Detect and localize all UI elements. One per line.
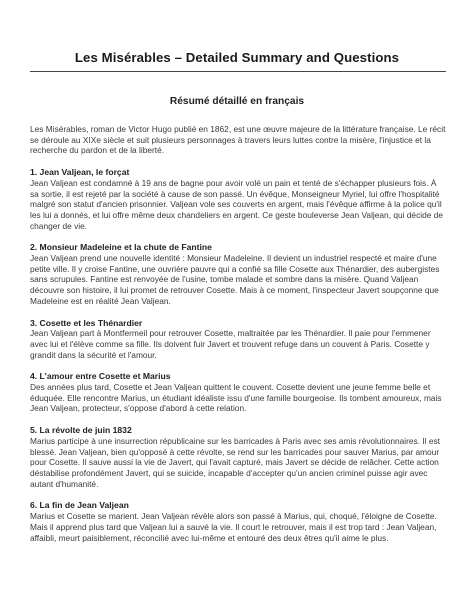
- section-heading: 3. Cosette et les Thénardier: [30, 317, 143, 328]
- section-subtitle: Résumé détaillé en français: [169, 96, 305, 107]
- document-body: [30, 124, 446, 554]
- summary-section-5: [30, 425, 446, 489]
- summary-section-1: [30, 167, 446, 231]
- summary-section-4: [30, 371, 446, 414]
- section-heading: 2. Monsieur Madeleine et la chute de Fantine: [30, 242, 212, 253]
- summary-section-6: [30, 500, 446, 543]
- section-heading: 6. La fin de Jean Valjean: [30, 500, 129, 511]
- section-heading: 1. Jean Valjean, le forçat: [30, 167, 130, 178]
- summary-section-2: [30, 242, 446, 306]
- document-title: Les Misérables – Detailed Summary and Questions: [74, 50, 400, 65]
- section-paragraph: Des années plus tard, Cosette et Jean Valjean quittent le couvent. Cosette devient une jeune femme belle et éduquée. Elle rencontre Marius, un étudiant idéaliste issu d'une famille bourgeoise. Ils tombent amoureux, mais Jean Valjean, protecteur, s'oppose d'abord à cette relation.: [30, 382, 442, 414]
- section-paragraph: Jean Valjean est condamné à 19 ans de bagne pour avoir volé un pain et tenté de s'échapper plusieurs fois. À sa sortie, il est rejeté par la société à cause de son passé. Un évêque, Monseigneur Myriel, lui offre l'hospitalité malgré son statut d'ancien prisonnier. Valjean vole ses couverts en argent, mais l'évêque affirme à la police qu'il les lui a donnés, et lui offre même deux chandeliers en argent. Ce geste bouleverse Jean Valjean, qui décide de changer de vie.: [30, 177, 443, 231]
- section-paragraph: Marius et Cosette se marient. Jean Valjean révèle alors son passé à Marius, qui, choqué, l'éloigne de Cosette. Mais il apprend plus tard que Valjean lui a sauvé la vie. Il court le retrouver, mais il est trop tard : Jean Valjean, affaibli, meurt paisiblement, réconcilié avec lui-même et entouré des deux êtres qu'il aime le plus.: [30, 511, 437, 543]
- title-divider: [30, 71, 446, 72]
- section-paragraph: Jean Valjean part à Montfermeil pour retrouver Cosette, maltraitée par les Thénardier. Il paie pour l'emmener avec lui et l'élève comme sa fille. Ils doivent fuir Javert et trouvent refuge dans un couvent à Paris. Cosette y grandit dans la sécurité et l'amour.: [30, 328, 431, 360]
- section-heading: 5. La révolte de juin 1832: [30, 425, 132, 436]
- summary-section-3: [30, 318, 446, 361]
- section-paragraph: Jean Valjean prend une nouvelle identité : Monsieur Madeleine. Il devient un industriel respecté et maire d'une petite ville. Il y croise Fantine, une ouvrière pauvre qui a confié sa fille Cosette aux Thénardier, des aubergistes sans scrupules. Fantine est renvoyée de l'usine, tombe malade et sombre dans la misère. Quand Valjean découvre son histoire, il lui promet de retrouver Cosette. Mais à ce moment, l'inspecteur Javert soupçonne que Madeleine est en réalité Jean Valjean.: [30, 253, 440, 306]
- intro-paragraph: Les Misérables, roman de Victor Hugo publié en 1862, est une œuvre majeure de la littérature française. Le récit se déroule au XIXe siècle et suit plusieurs personnages à travers leurs luttes contre la misère, l'injustice et la recherche du pardon et de la liberté.: [30, 124, 446, 156]
- section-paragraph: Marius participe à une insurrection républicaine sur les barricades à Paris avec ses amis révolutionnaires. Il est blessé. Jean Valjean, bien qu'opposé à cette révolte, se rend sur les barricades pour sauver Marius, par amour pour Cosette. Il sauve aussi la vie de Javert, qui l'avait capturé, mais Javert se décide de relâcher. Cette action déstabilise profondément Javert, qui se suicide, incapable d'accepter qu'un ancien criminel puisse agir avec autant d'humanité.: [30, 435, 440, 489]
- section-heading: 4. L'amour entre Cosette et Marius: [30, 371, 171, 382]
